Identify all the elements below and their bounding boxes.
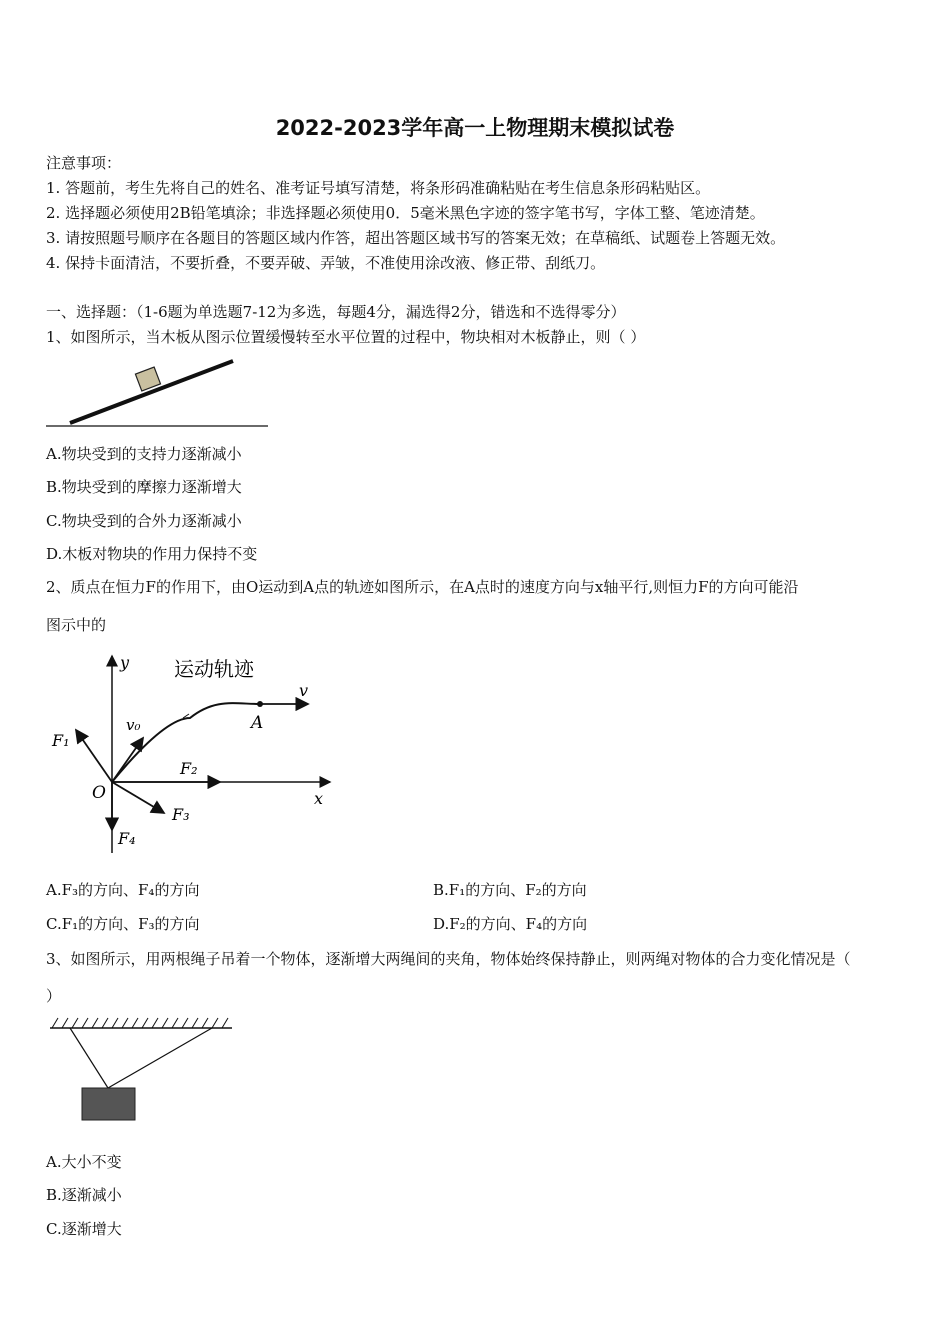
question-2-stem-cont: 图示中的 (46, 616, 107, 634)
v0-arrow (112, 738, 143, 782)
notice-heading: 注意事项： (46, 154, 122, 172)
q2-option-c[interactable]: C.F₁的方向、F₃的方向 (46, 915, 200, 933)
q2-option-d[interactable]: D.F₂的方向、F₄的方向 (433, 915, 588, 933)
q2-option-a[interactable]: A.F₃的方向、F₄的方向 (46, 881, 200, 899)
left-rope (70, 1028, 108, 1088)
q3-option-c[interactable]: C.逐渐增大 (46, 1220, 122, 1238)
trajectory-figure (40, 648, 340, 858)
x-label: x (314, 789, 324, 808)
section-heading: 一、选择题：（1-6题为单选题7-12为多选，每题4分，漏选得2分，错选和不选得零分） (46, 303, 626, 321)
f2-label: F₂ (180, 759, 198, 778)
notice-item: 1. 答题前，考生先将自己的姓名、准考证号填写清楚，将条形码准确粘贴在考生信息条形码粘贴区。 (46, 179, 711, 197)
f3-arrow (112, 782, 164, 813)
question-1-stem: 1、如图所示，当木板从图示位置缓慢转至水平位置的过程中，物块相对木板静止，则（ ） (46, 328, 646, 346)
q2-option-b[interactable]: B.F₁的方向、F₂的方向 (433, 881, 587, 899)
q3-option-a[interactable]: A.大小不变 (46, 1153, 122, 1171)
question-3-stem: 3、如图所示，用两根绳子吊着一个物体，逐渐增大两绳间的夹角，物体始终保持静止，则两绳对物体的合力变化情况是（ (46, 950, 851, 968)
o-label: O (92, 783, 106, 803)
notice-item: 4. 保持卡面清洁，不要折叠，不要弄破、弄皱，不准使用涂改液、修正带、刮纸刀。 (46, 254, 606, 272)
notice-item: 2. 选择题必须使用2B铅笔填涂；非选择题必须使用0．5毫米黑色字迹的签字笔书写，字体工整、笔迹清楚。 (46, 204, 765, 222)
q3-option-b[interactable]: B.逐渐减小 (46, 1186, 122, 1204)
block (135, 367, 160, 391)
q1-option-b[interactable]: B.物块受到的摩擦力逐渐增大 (46, 478, 242, 496)
a-label: A (251, 713, 264, 733)
q1-option-d[interactable]: D.木板对物块的作用力保持不变 (46, 545, 258, 563)
right-rope (108, 1028, 212, 1088)
ceiling-hatch (52, 1018, 228, 1028)
page-title: 2022-2023学年高一上物理期末模拟试卷 (275, 116, 675, 140)
y-label: y (120, 653, 130, 672)
question-2-stem: 2、质点在恒力F的作用下，由O运动到A点的轨迹如图所示，在A点时的速度方向与x轴平行,则恒力F的方向可能沿 (46, 578, 799, 596)
trajectory-label: 运动轨迹 (174, 657, 254, 681)
q1-option-c[interactable]: C.物块受到的合外力逐渐减小 (46, 512, 242, 530)
hanging-block (82, 1088, 135, 1120)
point-a (257, 701, 263, 707)
v0-label: v₀ (126, 716, 141, 734)
notice-item: 3. 请按照题号顺序在各题目的答题区域内作答，超出答题区域书写的答案无效；在草稿纸、试题卷上答题无效。 (46, 229, 786, 247)
hanging-block-figure (46, 1014, 236, 1124)
f1-label: F₁ (52, 731, 70, 750)
incline-figure (40, 352, 280, 432)
f1-arrow (76, 730, 112, 782)
f3-label: F₃ (172, 805, 190, 824)
q1-option-a[interactable]: A.物块受到的支持力逐渐减小 (46, 445, 242, 463)
question-3-stem-cont: ） (46, 987, 62, 1005)
v-label: v (299, 681, 309, 700)
f4-label: F₄ (118, 829, 136, 848)
